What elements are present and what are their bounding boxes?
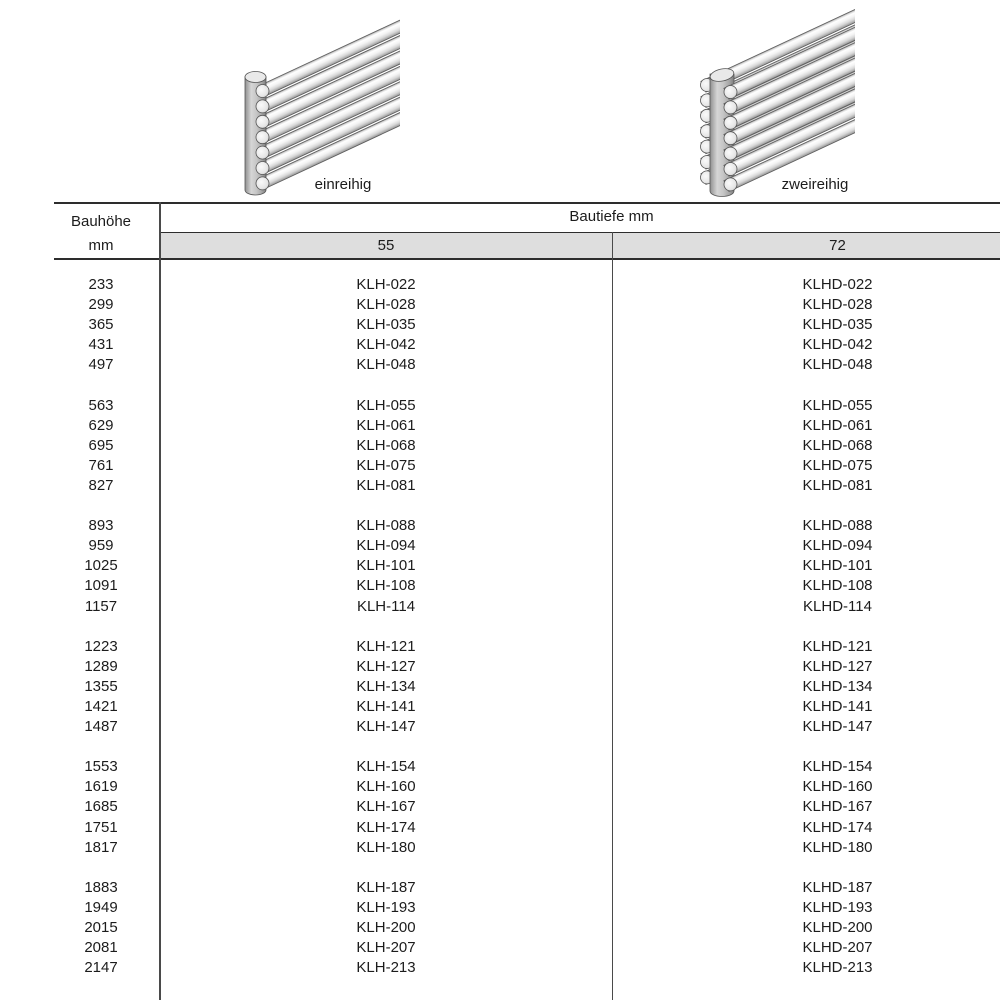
klh-model-cell: KLH-174 [356,818,416,836]
table-row [54,818,1000,838]
klhd-model-cell: KLHD-035 [802,316,873,334]
height-cell: 761 [88,456,114,474]
table-row [54,597,1000,617]
height-cell: 1025 [84,557,118,575]
table-row [54,797,1000,817]
height-cell: 431 [88,336,114,354]
height-cell: 2081 [84,939,118,957]
klhd-model-cell: KLHD-028 [802,296,873,314]
table-row [54,657,1000,677]
klhd-model-cell: KLHD-167 [802,798,873,816]
height-cell: 893 [88,517,114,535]
height-cell: 1949 [84,898,118,916]
klh-model-cell: KLH-187 [356,878,416,896]
height-cell: 1685 [84,798,118,816]
height-cell: 1157 [84,597,118,615]
table-row [54,576,1000,596]
table-row [54,295,1000,315]
height-cell: 233 [88,276,114,293]
height-cell: 497 [88,356,114,374]
height-cell: 1883 [84,878,118,896]
table-row [54,777,1000,797]
klh-model-cell: KLH-213 [356,959,416,977]
klh-model-cell: KLH-180 [356,838,416,856]
table-row [54,436,1000,456]
table-row [54,396,1000,416]
table-row [54,416,1000,436]
table-row [54,476,1000,496]
row-group [54,516,1000,616]
table-row [54,355,1000,375]
klh-model-cell: KLH-167 [356,798,416,816]
single-row-tubes [256,0,451,191]
table-row [54,536,1000,556]
table-row [54,677,1000,697]
height-cell: 1817 [84,838,118,856]
klhd-model-cell: KLHD-101 [802,557,873,575]
klhd-model-cell: KLHD-147 [802,718,873,736]
klh-model-cell: KLH-035 [356,316,416,334]
height-column-header [54,210,160,258]
klhd-model-cell: KLHD-022 [802,276,873,293]
klhd-model-cell: KLHD-174 [802,818,873,836]
row-group [54,396,1000,496]
klhd-model-cell: KLHD-114 [803,597,872,615]
klhd-model-cell: KLHD-061 [802,416,873,434]
height-cell: 1751 [84,818,118,836]
klh-model-cell: KLH-108 [356,577,416,595]
klhd-model-cell: KLHD-042 [802,336,873,354]
klh-model-cell: KLH-147 [356,718,416,736]
klhd-model-cell: KLHD-193 [802,898,873,916]
klhd-model-cell: KLHD-141 [802,697,873,715]
height-header-line1: Bauhöhe [70,213,132,230]
klh-model-cell: KLH-207 [356,939,416,957]
height-cell: 2015 [84,919,118,936]
height-cell: 959 [88,537,114,555]
klhd-model-cell: KLHD-108 [802,577,873,595]
table-row [54,637,1000,657]
depth-span-header: Bautiefe mm [569,208,654,225]
single-row-radiator-illustration [230,0,610,200]
single-row-collector-top [245,72,266,83]
klh-model-cell: KLH-200 [356,919,416,936]
height-cell: 365 [88,316,114,334]
height-cell: 1487 [84,718,118,736]
table-row [54,878,1000,898]
klhd-model-cell: KLHD-134 [802,677,873,695]
height-cell: 1091 [84,577,118,595]
klh-model-cell: KLH-141 [356,697,416,715]
klhd-model-cell: KLHD-068 [802,436,873,454]
height-cell: 695 [88,436,114,454]
height-cell: 827 [88,476,114,494]
klhd-model-cell: KLHD-127 [802,657,873,675]
table-row [54,315,1000,335]
klhd-model-cell: KLHD-055 [802,396,873,414]
height-cell: 1553 [84,758,118,776]
table-row [54,958,1000,978]
klh-model-cell: KLH-134 [356,677,416,695]
klh-model-cell: KLH-114 [356,597,416,615]
height-cell: 1619 [84,778,118,796]
height-cell: 2147 [84,959,118,977]
klh-model-cell: KLH-193 [356,898,416,916]
table-row [54,556,1000,576]
klh-model-cell: KLH-075 [356,456,416,474]
height-cell: 1223 [84,637,118,655]
row-group [54,757,1000,857]
height-header-line2: mm [88,237,114,254]
table-row [54,838,1000,858]
table-body [54,275,1000,978]
klhd-model-cell: KLHD-154 [802,758,873,776]
height-cell: 1355 [84,677,118,695]
depth-72-header: 72 [829,237,846,254]
height-cell: 1421 [84,697,118,715]
klh-model-cell: KLH-088 [356,517,416,535]
klh-model-cell: KLH-160 [356,778,416,796]
klh-model-cell: KLH-127 [356,657,416,675]
table-row [54,898,1000,918]
klhd-model-cell: KLHD-081 [802,476,873,494]
double-row-radiator-illustration [640,0,1000,200]
depth-values-row [160,232,1000,259]
height-cell: 1289 [84,657,118,675]
klh-model-cell: KLH-121 [356,637,416,655]
height-cell: 563 [88,396,114,414]
klh-model-cell: KLH-154 [356,758,416,776]
klhd-model-cell: KLHD-075 [802,456,873,474]
row-group [54,878,1000,978]
klh-model-cell: KLH-101 [356,557,416,575]
klh-model-cell: KLH-061 [356,416,416,434]
klhd-model-cell: KLHD-094 [802,537,873,555]
klh-model-cell: KLH-022 [356,276,416,293]
table-row [54,275,1000,295]
table-row [54,697,1000,717]
klh-model-cell: KLH-068 [356,436,416,454]
klh-model-cell: KLH-028 [356,296,416,314]
klh-model-cell: KLH-048 [356,356,416,374]
klh-model-cell: KLH-055 [356,396,416,414]
height-cell: 629 [88,416,114,434]
klh-model-cell: KLH-094 [356,537,416,555]
header-bottom-border [54,258,1000,260]
depth-55-header: 55 [377,237,395,254]
table-row [54,757,1000,777]
double-row-label: zweireihig [781,176,849,193]
height-cell: 299 [88,296,114,314]
row-group [54,275,1000,375]
table-row [54,516,1000,536]
row-group [54,637,1000,737]
table-row [54,456,1000,476]
klhd-model-cell: KLHD-121 [802,637,873,655]
klh-model-cell: KLH-081 [356,476,416,494]
klhd-model-cell: KLHD-187 [802,878,873,896]
klh-model-cell: KLH-042 [356,336,416,354]
klhd-model-cell: KLHD-180 [802,838,873,856]
klhd-model-cell: KLHD-088 [802,517,873,535]
table-row [54,717,1000,737]
single-row-label: einreihig [314,176,372,193]
table-row [54,938,1000,958]
table-row [54,918,1000,938]
klhd-model-cell: KLHD-207 [802,939,873,957]
klhd-model-cell: KLHD-200 [802,919,873,936]
klhd-model-cell: KLHD-213 [802,959,873,977]
table-row [54,335,1000,355]
klhd-model-cell: KLHD-048 [802,356,873,374]
klhd-model-cell: KLHD-160 [802,778,873,796]
